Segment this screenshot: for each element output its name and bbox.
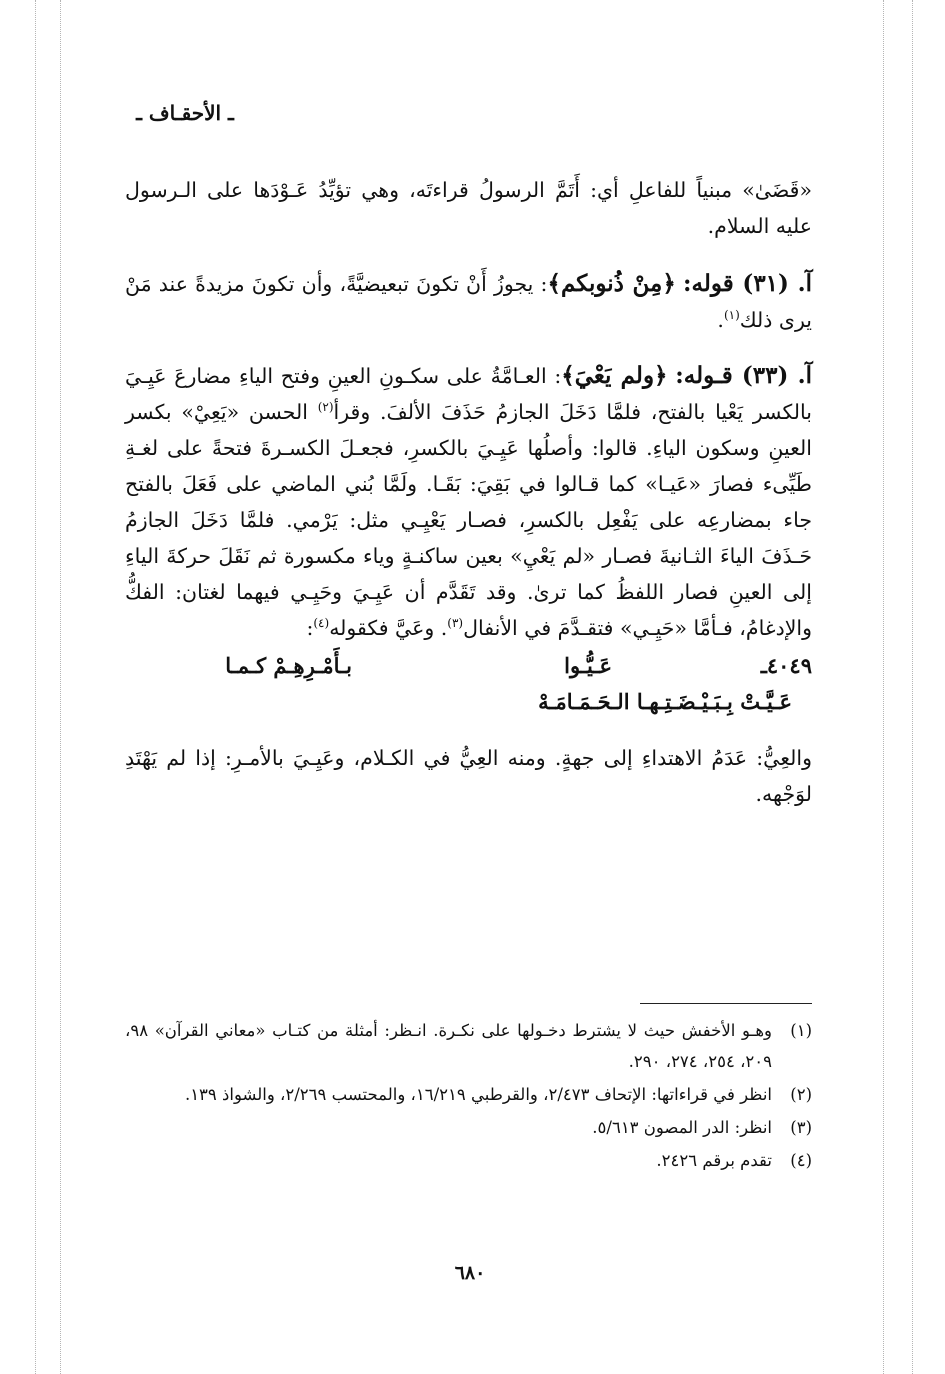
punctuation: .: [717, 308, 724, 332]
footnotes: [125, 1015, 812, 1178]
main-text: [125, 172, 812, 812]
footnote-text: انظر: الدر المصون ٥/٦١٣.: [592, 1118, 772, 1137]
footnote-marker: (١): [723, 308, 740, 323]
paragraph: «قَضَىٰ» مبنياً للفاعلِ أي: أَتَمَّ الرسولُ قراءتَه، وهي تؤيِّدُ عَـوْدَها على الـرسول عليه السلام.: [125, 178, 812, 238]
scan-guide-line: [912, 0, 913, 1374]
scan-guide-line: [60, 0, 61, 1374]
verse-hemistich: عَـيُّـوا: [564, 653, 612, 678]
paragraph-text: : يجوزُ أَنْ تكونَ تبعيضيَّةً، وأن تكونَ مزيدةً عند مَنْ يرى ذلك: [125, 272, 812, 332]
footnote-number: (١): [790, 1021, 812, 1040]
page-number: ٦٨٠: [454, 1262, 486, 1284]
verse-hemistich: بـأَمْـرِهِـمْ كـمـا: [225, 653, 352, 678]
paragraph-text: . وعَيَّ فكقوله: [329, 616, 448, 640]
footnote: [125, 1112, 812, 1143]
footnote: [125, 1145, 812, 1176]
footnote-marker: (٣): [447, 616, 464, 631]
footnote-number: (٤): [790, 1151, 812, 1170]
footnote-marker: (٢): [317, 400, 334, 415]
quran-quote: ﴿ولم يَعْيَ﴾: [561, 362, 668, 389]
paragraph-text: : العـامَّةُ على سكـونِ العينِ وفتح الياءِ مضارعَ عَيِـيَ بالكسر يَعْيا بالفتح، فلمَّا دَخَلَ الجازمُ حَذَفَ الألفَ. وقرأ: [125, 364, 812, 424]
footnote-number: (٣): [790, 1118, 812, 1137]
footnote: [125, 1079, 812, 1110]
verse-reference: آ. (٣٣) قـوله:: [675, 362, 812, 389]
verse-reference: آ. (٣١) قوله:: [683, 270, 812, 297]
footnote-text: تقدم برقم ٢٤٢٦.: [656, 1151, 772, 1170]
verse-hemistich: عَـيَّـتْ بِـبَـيْـضَـتِـهـا الـحَـمَـامَـهْ: [538, 689, 792, 714]
footnote-text: انظر في قراءاتها: الإتحاف ٢/٤٧٣، والقرطبي ١٦/٢١٩، والمحتسب ٢/٢٦٩، والشواذ ١٣٩.: [184, 1085, 772, 1104]
scan-guide-line: [883, 0, 884, 1374]
paragraph-text: الحسن «يَعِيْ» بكسر العينِ وسكون الياءِ. قالوا: وأصلُها عَيِـيَ بالكسرِ، فجعـلَ الكسـرةَ فتحةً على لغـةِ طَيِّىء فصارَ «عَيـا» كما قـالوا في بَقِيَ: بَقَـا. ولَمَّا بُني الماضي على فَعَلَ بالفتح جاء بمضارعِه على يَفْعِل بالكسرِ، فصـار يَعْيِـي مثل: يَرْمي. فلمَّا دَخَلَ الجازمُ حَـذَفَ الياءَ الثـانيةَ فصـار «لم يَعْيِ» بعين ساكنـةٍ وياء مكسورة ثم نَقَلَ حركةَ الياءِ إلى العينِ فصار اللفظُ كما ترىٰ. وقد تَقَدَّم أن عَيِـيَ وحَيِـي فيهما لغتان: الفكُّ والإدغامُ، فـأمَّا «حَيِـي» فتقـدَّمَ في الأنفال: [125, 400, 812, 640]
paragraph-text: :: [306, 616, 314, 640]
verse-number: ٤٠٤٩ـ: [760, 653, 812, 678]
running-header: ـ الأحقـاف ـ: [136, 101, 234, 125]
footnote-marker: (٤): [313, 616, 330, 631]
footnote-number: (٢): [790, 1085, 812, 1104]
footnote-text: وهـو الأخفش حيث لا يشترط دخـولها على نكـرة. انـظر: أمثلة من كتـاب «معاني القرآن» ٩٨، ٢٠٩، ٢٥٤، ٢٧٤، ٢٩٠.: [125, 1021, 772, 1071]
footnote-separator: [640, 1003, 812, 1004]
quran-quote: ﴿مِنْ ذُنوبكم﴾: [547, 270, 676, 297]
footnote: [125, 1015, 812, 1077]
poetry-verse: [125, 648, 812, 724]
paragraph: والعِيُّ: عَدَمُ الاهتداءِ إلى جهةٍ. ومنه العِيُّ في الكـلام، وعَيِـيَ بالأمـرِ: إذا لم يَهْتَدِ لوَجْهه.: [125, 746, 812, 806]
paragraph: [125, 358, 812, 646]
paragraph: [125, 266, 812, 338]
scan-guide-line: [35, 0, 36, 1374]
